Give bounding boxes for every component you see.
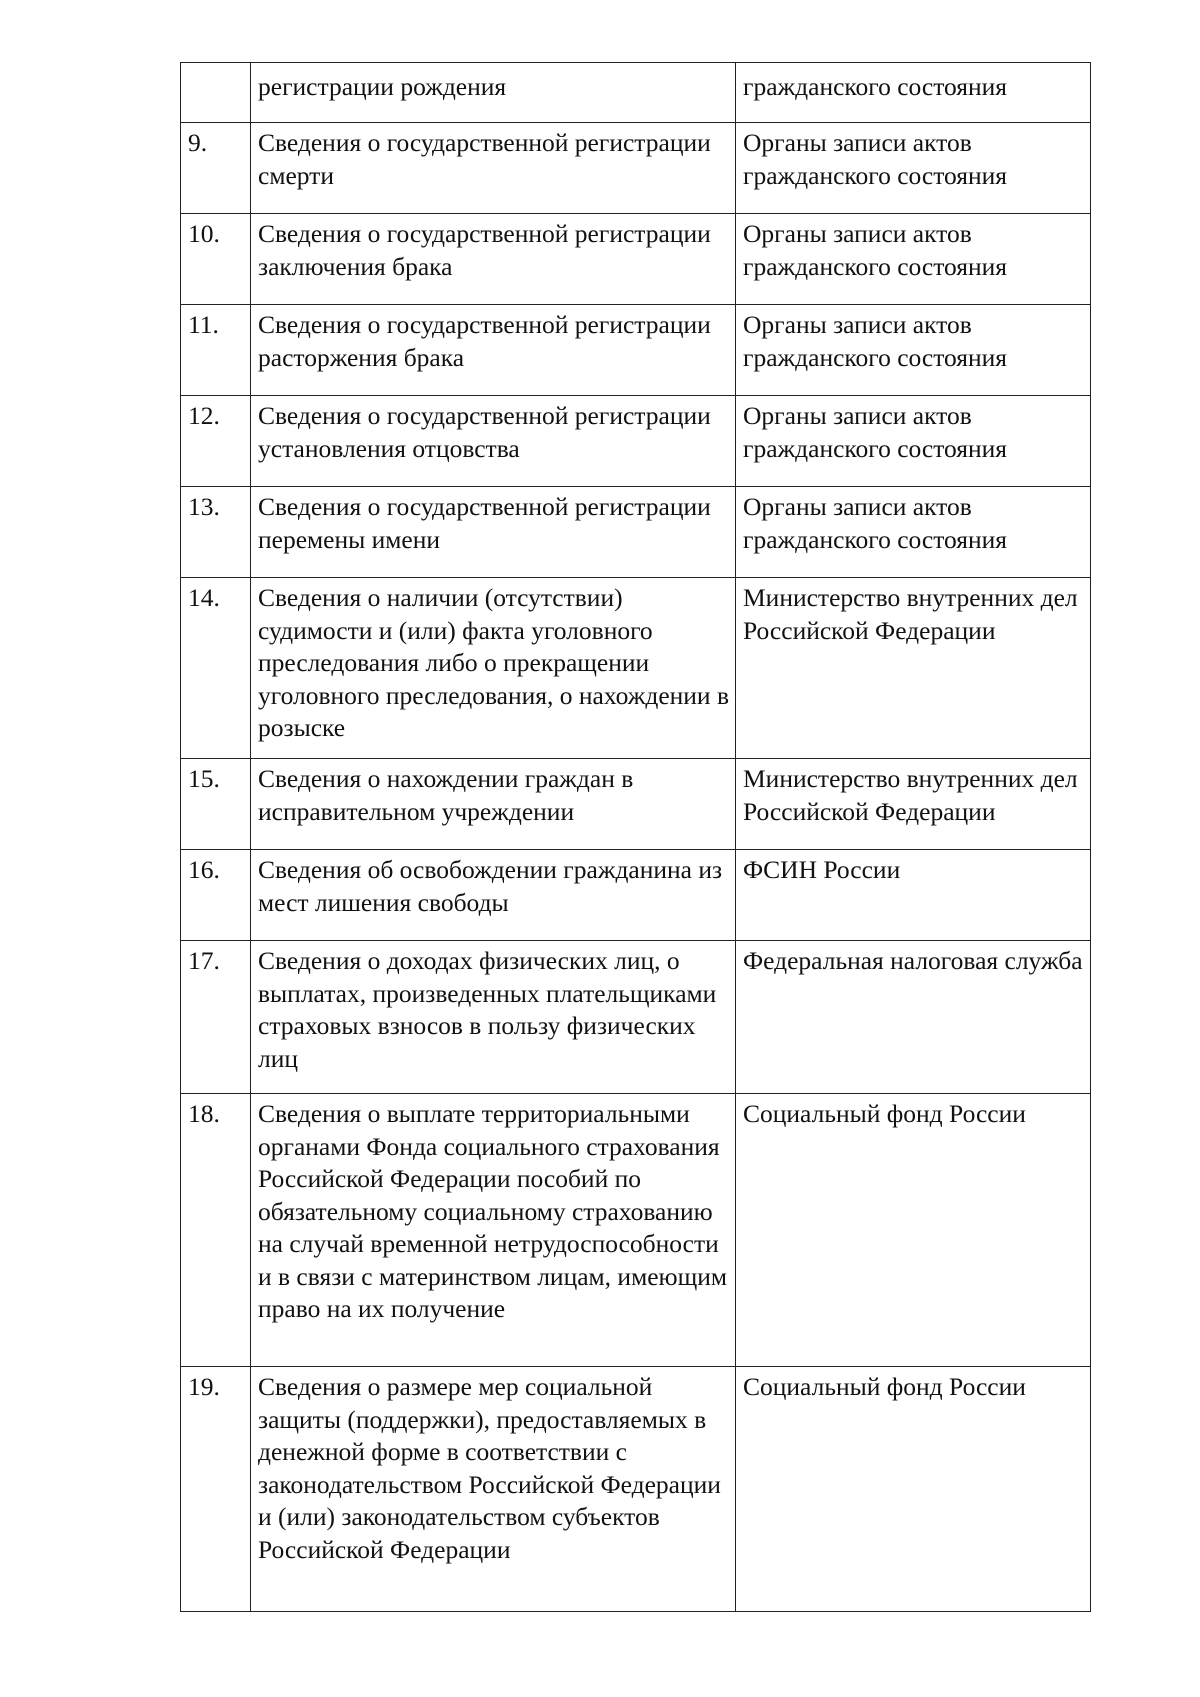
row-number: 10. xyxy=(181,214,251,305)
table-row xyxy=(181,1367,1091,1612)
row-number: 18. xyxy=(181,1094,251,1367)
table-row xyxy=(181,850,1091,941)
row-description: Сведения о наличии (отсутствии) судимости и (или) факта уголовного преследования либо о прекращении уголовного преследования, о нахождении в розыске xyxy=(251,578,736,759)
row-description: Сведения о государственной регистрации перемены имени xyxy=(251,487,736,578)
row-source: ФСИН России xyxy=(736,850,1091,941)
row-description: Сведения о государственной регистрации смерти xyxy=(251,123,736,214)
row-source: Органы записи актов гражданского состояния xyxy=(736,487,1091,578)
row-description: Сведения о государственной регистрации установления отцовства xyxy=(251,396,736,487)
table-row xyxy=(181,63,1091,123)
row-number: 11. xyxy=(181,305,251,396)
row-number xyxy=(181,63,251,123)
row-source: Органы записи актов гражданского состояния xyxy=(736,123,1091,214)
row-number: 16. xyxy=(181,850,251,941)
table-row xyxy=(181,305,1091,396)
table-row xyxy=(181,759,1091,850)
row-number: 14. xyxy=(181,578,251,759)
table-row xyxy=(181,941,1091,1094)
row-number: 17. xyxy=(181,941,251,1094)
row-description: регистрации рождения xyxy=(251,63,736,123)
row-description: Сведения о нахождении граждан в исправительном учреждении xyxy=(251,759,736,850)
row-number: 15. xyxy=(181,759,251,850)
row-source: Органы записи актов гражданского состояния xyxy=(736,396,1091,487)
row-source: Социальный фонд России xyxy=(736,1367,1091,1612)
table-row xyxy=(181,123,1091,214)
row-source: Социальный фонд России xyxy=(736,1094,1091,1367)
row-description: Сведения о доходах физических лиц, о выплатах, произведенных плательщиками страховых взносов в пользу физических лиц xyxy=(251,941,736,1094)
row-number: 19. xyxy=(181,1367,251,1612)
table-row xyxy=(181,487,1091,578)
table-row xyxy=(181,396,1091,487)
table-row xyxy=(181,1094,1091,1367)
data-sources-table xyxy=(180,62,1091,1612)
table-row xyxy=(181,214,1091,305)
row-number: 13. xyxy=(181,487,251,578)
row-description: Сведения об освобождении гражданина из мест лишения свободы xyxy=(251,850,736,941)
row-number: 9. xyxy=(181,123,251,214)
row-description: Сведения о государственной регистрации заключения брака xyxy=(251,214,736,305)
row-source: Федеральная налоговая служба xyxy=(736,941,1091,1094)
row-source: Органы записи актов гражданского состояния xyxy=(736,305,1091,396)
row-description: Сведения о размере мер социальной защиты (поддержки), предоставляемых в денежной форме в соответствии с законодательством Российской Федерации и (или) законодательством субъектов Российской Федерации xyxy=(251,1367,736,1612)
row-source: гражданского состояния xyxy=(736,63,1091,123)
row-source: Министерство внутренних дел Российской Федерации xyxy=(736,578,1091,759)
row-description: Сведения о выплате территориальными органами Фонда социального страхования Российской Федерации пособий по обязательному социальному страхованию на случай временной нетрудоспособности и в связи с материнством лицам, имеющим право на их получение xyxy=(251,1094,736,1367)
row-description: Сведения о государственной регистрации расторжения брака xyxy=(251,305,736,396)
row-number: 12. xyxy=(181,396,251,487)
row-source: Органы записи актов гражданского состояния xyxy=(736,214,1091,305)
table-row xyxy=(181,578,1091,759)
row-source: Министерство внутренних дел Российской Федерации xyxy=(736,759,1091,850)
